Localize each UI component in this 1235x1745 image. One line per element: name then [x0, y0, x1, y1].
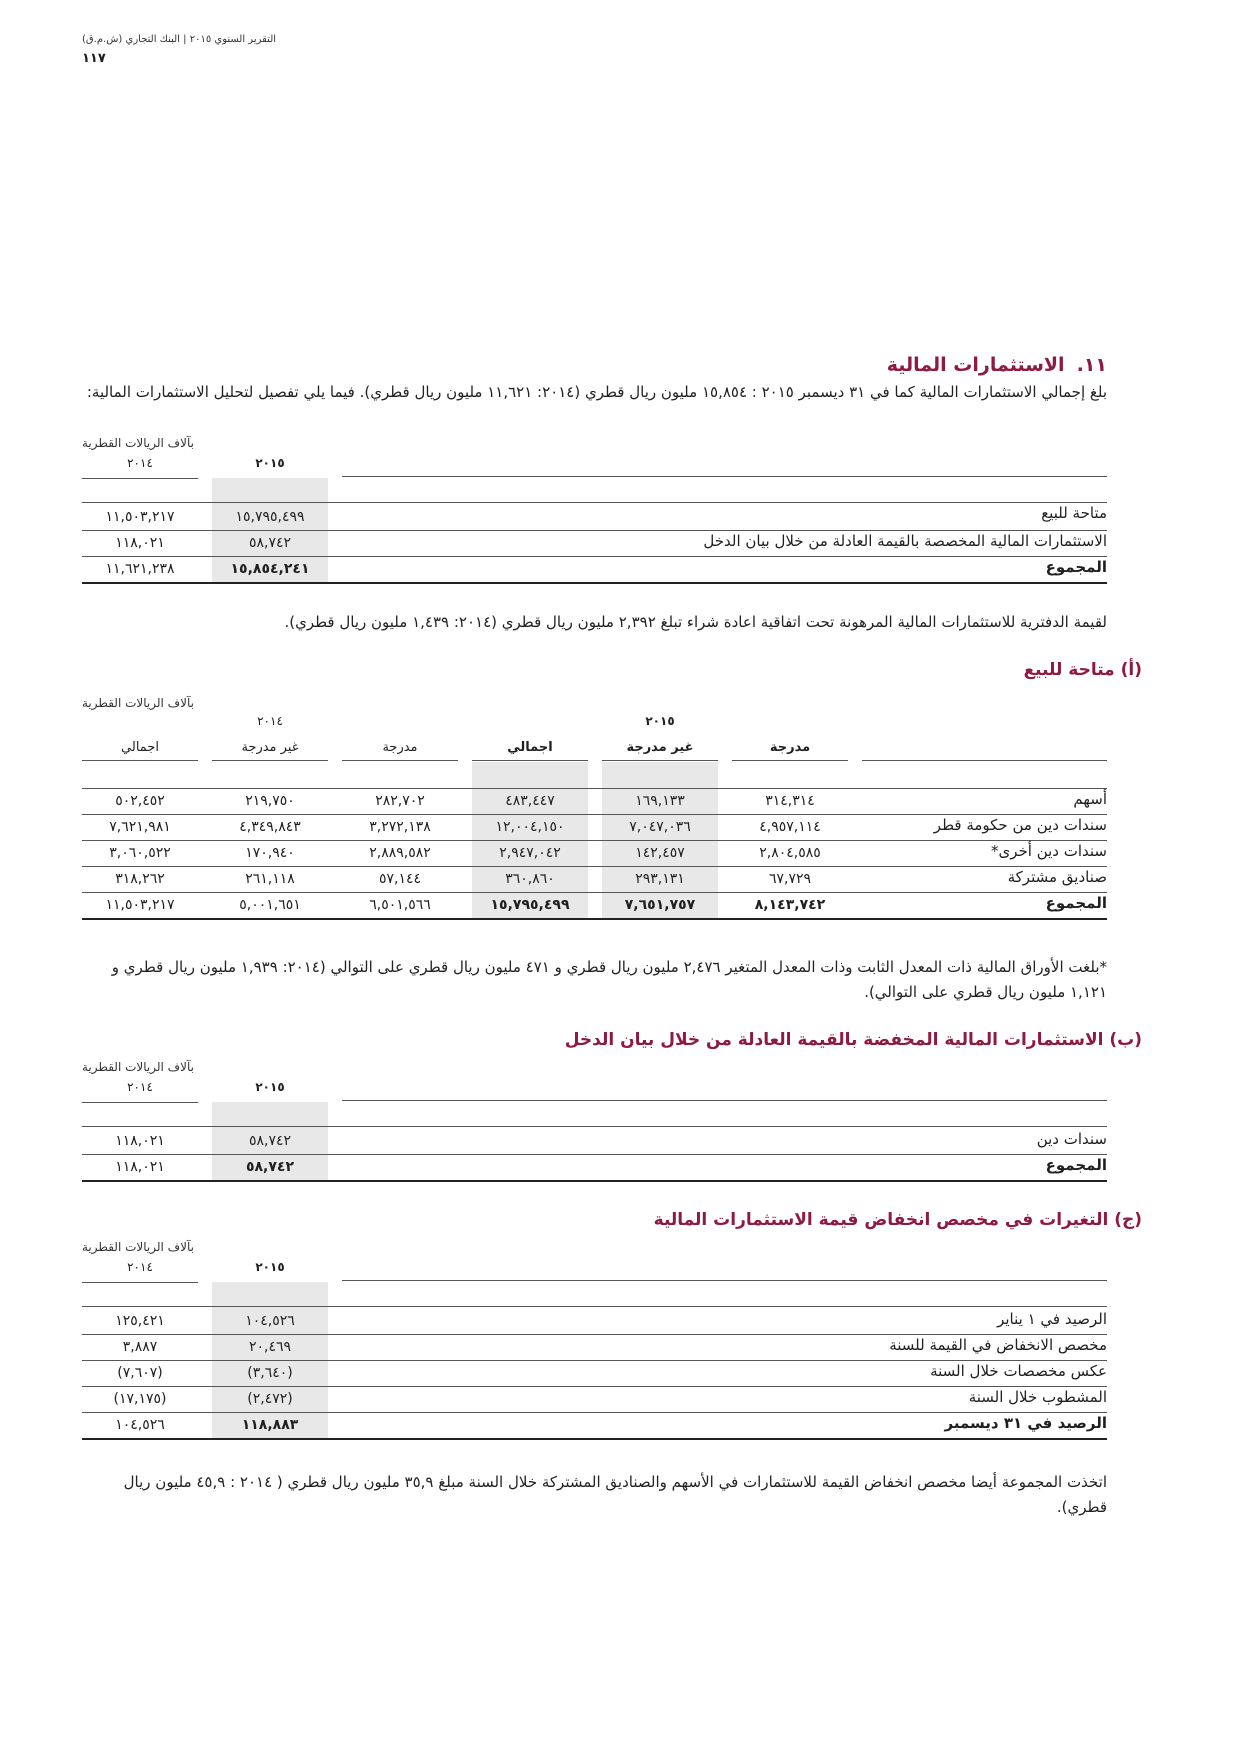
total-2014: ١١٨,٠٢١ [115, 1159, 165, 1175]
units-label [82, 436, 194, 450]
closing-note: اتخذت المجموعة أيضا مخصص انخفاض القيمة للاستثمارات في الأسهم والصناديق المشتركة خلال السنة مبلغ ٣٥,٩ مليون ريال قطري ( ٢٠١٤ : ٤٥,٩ مليون ريال قطري). [123, 1473, 1107, 1516]
rule [732, 760, 848, 761]
total-2015: ٥٨,٧٤٢ [245, 1159, 295, 1175]
value-2015: ٥٨,٧٤٢ [248, 535, 292, 551]
units-text: بآلاف الريالات القطرية [82, 696, 194, 710]
row-label: الرصيد في ١ يناير [997, 1310, 1107, 1328]
units-text: بآلاف الريالات القطرية [82, 1060, 194, 1074]
rule [82, 918, 1107, 920]
rule [82, 582, 1107, 584]
rule [342, 760, 458, 761]
header-2015: ٢٠١٥ [645, 714, 675, 728]
value-2014: ٣,٨٨٧ [122, 1339, 158, 1355]
unquoted-2015: ١٤٢,٤٥٧ [635, 845, 685, 861]
pledged-note: لقيمة الدفترية للاستثمارات المالية المرهونة تحت اتفاقية اعادة شراء تبلغ ٢,٣٩٢ مليون ريال قطري (٢٠١٤: ١,٤٣٩ مليون ريال قطري). [284, 613, 1107, 631]
row-label: سندات دين من حكومة قطر [933, 816, 1107, 834]
report-title: التقرير السنوي ٢٠١٥ | البنك التجاري (ش.م.ق) [82, 34, 277, 45]
section-a-footnote: *بلغت الأوراق المالية ذات المعدل الثابت وذات المعدل المتغير ٢,٤٧٦ مليون ريال قطري و ٤٧١ مليون ريال قطري على التوالي (٢٠١٤: ١,٩٣٩ مليون ريال قطري و ١,١٢١ مليون ريال قطري على التوالي). [111, 958, 1107, 1001]
unquoted-2015: ٧,٠٤٧,٠٣٦ [629, 819, 691, 835]
units-text: بآلاف الريالات القطرية [82, 436, 194, 450]
total-2015: ١٥,٨٥٤,٢٤١ [230, 561, 310, 577]
quoted-2015: ٤,٩٥٧,١١٤ [759, 819, 821, 835]
total-2014: ٣١٨,٢٦٢ [115, 871, 165, 887]
value-2014: ١١٨,٠٢١ [115, 1133, 165, 1149]
section-b-title: (ب) الاستثمارات المالية المخفضة بالقيمة العادلة من خلال بيان الدخل [564, 1030, 1142, 1050]
rule [82, 1306, 1107, 1307]
value-2014: ١٢٥,٤٢١ [115, 1313, 165, 1329]
total-label: المجموع [1045, 558, 1107, 576]
main-investments-table [82, 436, 1107, 586]
unquoted-2015: ١٦٩,١٣٣ [635, 793, 685, 809]
page-header [82, 34, 276, 66]
rule [602, 760, 718, 761]
rule [472, 760, 588, 761]
rule [342, 1100, 1107, 1101]
rule [342, 476, 1107, 477]
quoted-2014: ٢٨٢,٧٠٢ [375, 793, 425, 809]
rule [82, 1126, 1107, 1127]
unquoted-2014: ١٧٠,٩٤٠ [245, 845, 295, 861]
total-quoted-2015: ٨,١٤٣,٧٤٢ [754, 897, 826, 913]
quoted-2014: ٣,٢٧٢,١٣٨ [369, 819, 431, 835]
total-2015: ١١٨,٨٨٣ [241, 1417, 299, 1433]
row-label: سندات دين أخرى* [990, 842, 1107, 860]
section-title-text: الاستثمارات المالية [886, 354, 1065, 376]
total-2015: ١٢,٠٠٤,١٥٠ [495, 819, 565, 835]
section-a-title-block [82, 660, 1142, 680]
value-2015: (٣,٦٤٠) [247, 1365, 293, 1381]
value-2015: ٢٠,٤٦٩ [248, 1339, 292, 1355]
total-quoted-2014: ٦,٥٠١,٥٦٦ [369, 897, 431, 913]
section-b-title-block [82, 1030, 1142, 1050]
quoted-2015: ٦٧,٧٢٩ [768, 871, 812, 887]
value-2014: ١١,٥٠٣,٢١٧ [105, 509, 175, 525]
total-2014: ٣,٠٦٠,٥٢٢ [109, 845, 171, 861]
section-title [82, 354, 1107, 376]
total-total-2014: ١١,٥٠٣,٢١٧ [105, 897, 175, 913]
total-2014: ٥٠٢,٤٥٢ [115, 793, 165, 809]
row-label: مخصص الانخفاض في القيمة للسنة [889, 1336, 1107, 1354]
quoted-2014: ٥٧,١٤٤ [378, 871, 422, 887]
units-label [82, 696, 194, 710]
fvtpl-table [82, 1060, 1107, 1180]
value-2014: (١٧,١٧٥) [113, 1391, 167, 1407]
unquoted-2015: ٢٩٣,١٣١ [635, 871, 685, 887]
header-2015: ٢٠١٥ [255, 1080, 285, 1094]
row-label: أسهم [1073, 790, 1107, 808]
total-2014: ٧,٦٢١,٩٨١ [109, 819, 171, 835]
section-number: ١١. [1076, 354, 1107, 376]
total-2015: ٣٦٠,٨٦٠ [505, 871, 555, 887]
value-2015: ١٥,٧٩٥,٤٩٩ [235, 509, 305, 525]
rule [82, 1180, 1107, 1182]
value-2015: (٢,٤٧٢) [247, 1391, 293, 1407]
rule [82, 1282, 198, 1283]
section-intro: بلغ إجمالي الاستثمارات المالية كما في ٣١ ديسمبر ٢٠١٥ : ١٥,٨٥٤ مليون ريال قطري (٢٠١٤: ١١,٦٢١ مليون ريال قطري). فيما يلي تفصيل لتحليل الاستثمارات المالية: [86, 383, 1107, 401]
rule [82, 1102, 198, 1103]
total-2014: ١٠٤,٥٢٦ [115, 1417, 165, 1433]
header-total-2015: اجمالي [507, 740, 553, 755]
row-label: الاستثمارات المالية المخصصة بالقيمة العادلة من خلال بيان الدخل [703, 532, 1107, 550]
section-c-title-block [82, 1210, 1142, 1230]
row-label: متاحة للبيع [1041, 504, 1107, 522]
total-unquoted-2014: ٥,٠٠١,٦٥١ [239, 897, 301, 913]
row-label: سندات دين [1036, 1130, 1107, 1148]
total-unquoted-2015: ٧,٦٥١,٧٥٧ [624, 897, 696, 913]
row-label: صناديق مشتركة [1007, 868, 1107, 886]
value-2015: ١٠٤,٥٢٦ [245, 1313, 295, 1329]
total-2014: ١١,٦٢١,٢٣٨ [105, 561, 175, 577]
header-2015: ٢٠١٥ [255, 456, 285, 470]
value-2014: (٧,٦٠٧) [117, 1365, 163, 1381]
page-number: ١١٧ [82, 51, 106, 66]
rule [82, 502, 1107, 503]
quoted-2015: ٢,٨٠٤,٥٨٥ [759, 845, 821, 861]
unquoted-2014: ٢١٩,٧٥٠ [245, 793, 295, 809]
header-total-2014: اجمالي [121, 740, 159, 755]
header-2014: ٢٠١٤ [257, 714, 283, 728]
header-unquoted-2015: غير مدرجة [626, 740, 694, 755]
rule [82, 1438, 1107, 1440]
quoted-2014: ٢,٨٨٩,٥٨٢ [369, 845, 431, 861]
unquoted-2014: ٤,٣٤٩,٨٤٣ [239, 819, 301, 835]
rule [212, 760, 328, 761]
section-a-footnote-block [82, 955, 1107, 1005]
total-label: الرصيد في ٣١ ديسمبر [944, 1414, 1107, 1432]
total-2015: ٢,٩٤٧,٠٤٢ [499, 845, 561, 861]
rule [82, 760, 198, 761]
units-text: بآلاف الريالات القطرية [82, 1240, 194, 1254]
header-unquoted-2014: غير مدرجة [241, 740, 299, 755]
header-2014: ٢٠١٤ [127, 1260, 153, 1274]
available-for-sale-table [82, 696, 1107, 926]
value-2014: ١١٨,٠٢١ [115, 535, 165, 551]
total-total-2015: ١٥,٧٩٥,٤٩٩ [490, 897, 570, 913]
units-label [82, 1060, 194, 1074]
header-quoted-2015: مدرجة [769, 740, 811, 755]
header-2014: ٢٠١٤ [127, 456, 153, 470]
quoted-2015: ٣١٤,٣١٤ [765, 793, 815, 809]
section-11 [82, 354, 1107, 405]
row-label: المشطوب خلال السنة [968, 1388, 1107, 1406]
closing-note-block [82, 1470, 1107, 1520]
pledged-note-block [82, 610, 1107, 635]
rule [862, 760, 1107, 761]
header-2015: ٢٠١٥ [255, 1260, 285, 1274]
section-c-title: (ج) التغيرات في مخصص انخفاض قيمة الاستثمارات المالية [653, 1210, 1142, 1230]
impairment-table [82, 1240, 1107, 1440]
header-quoted-2014: مدرجة [382, 740, 418, 755]
total-label: المجموع [1045, 894, 1107, 912]
row-label: عكس مخصصات خلال السنة [930, 1362, 1107, 1380]
unquoted-2014: ٢٦١,١١٨ [245, 871, 295, 887]
total-label: المجموع [1045, 1156, 1107, 1174]
rule [82, 478, 198, 479]
total-2015: ٤٨٣,٤٤٧ [505, 793, 555, 809]
value-2015: ٥٨,٧٤٢ [248, 1133, 292, 1149]
units-label [82, 1240, 194, 1254]
header-2014: ٢٠١٤ [127, 1080, 153, 1094]
section-a-title: (أ) متاحة للبيع [1023, 660, 1142, 680]
rule [342, 1280, 1107, 1281]
